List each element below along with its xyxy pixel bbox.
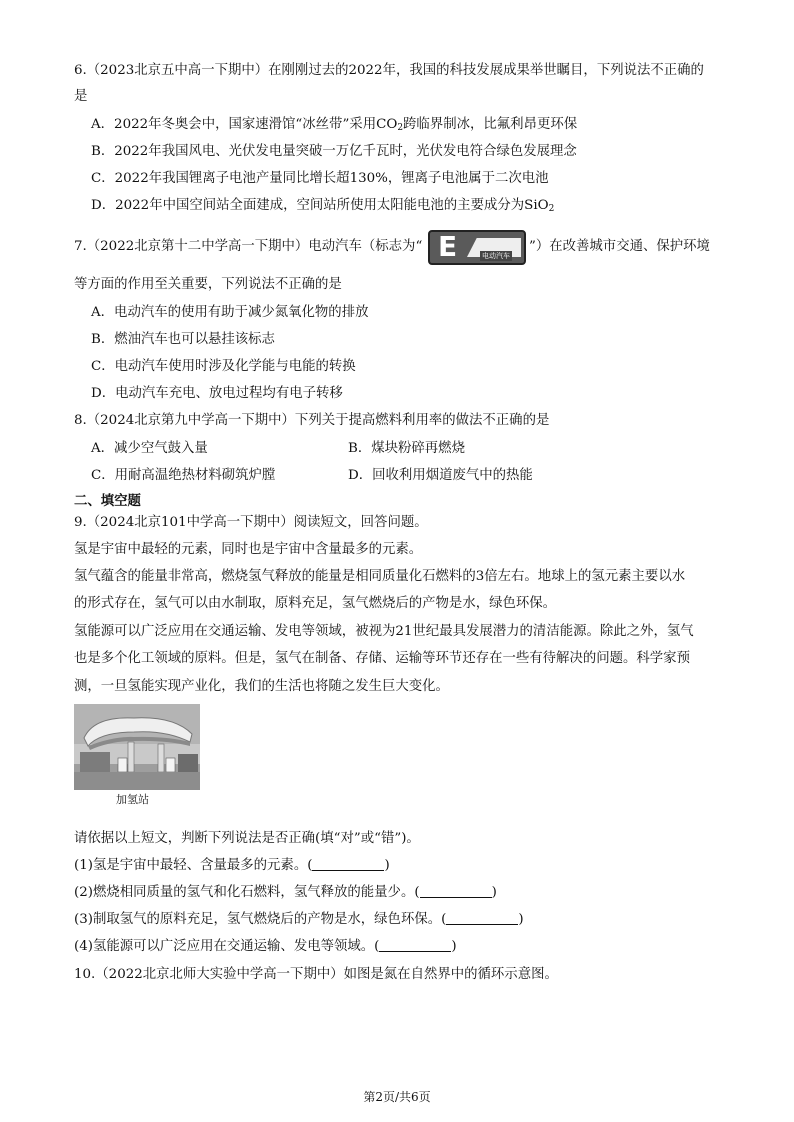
- q7-option-c: C．电动汽车使用时涉及化学能与电能的转换: [91, 359, 356, 374]
- q8-option-d: D．回收利用烟道废气中的热能: [348, 468, 533, 483]
- q7-stem-part2: ”）在改善城市交通、保护环境: [529, 239, 710, 254]
- q9-statement-1: [74, 856, 390, 876]
- q6-option-d-subscript: 2: [548, 204, 555, 214]
- hydrogen-station-illustration: [74, 704, 200, 790]
- q10-stem: 10.（2022北京北师大实验中学高一下期中）如图是氮在自然界中的循环示意图。: [74, 967, 558, 982]
- q8-option-a: A．减少空气鼓入量: [91, 441, 208, 456]
- q9-statement-1-text: (1)氢是宇宙中最轻、含量最多的元素。(: [74, 858, 313, 873]
- q9-paragraph3-line2: 也是多个化工领域的原料。但是，氢气在制备、存储、运输等环节还存在一些有待解决的问题。科学家预: [74, 651, 690, 666]
- q9-statement-3: [74, 910, 524, 930]
- q9-statement-4-close: ): [451, 939, 457, 954]
- hydrogen-station-photo: [74, 704, 200, 790]
- q6-option-a-text-end: 跨临界制冰，比氟利昂更环保: [403, 117, 578, 132]
- q8-option-c: C．用耐高温绝热材料砌筑炉膛: [91, 468, 276, 483]
- answer-blank-4[interactable]: [379, 937, 451, 952]
- q7-stem-part1: 7.（2022北京第十二中学高一下期中）电动汽车（标志为“: [74, 239, 423, 254]
- q6-option-a-text: A．2022年冬奥会中，国家速滑馆“冰丝带”采用CO: [91, 117, 398, 132]
- q6-option-d: [91, 196, 554, 219]
- q7-option-d: D．电动汽车充电、放电过程均有电子转移: [91, 386, 343, 401]
- answer-blank-2[interactable]: [420, 883, 492, 898]
- q9-statement-2: [74, 883, 497, 903]
- q9-paragraph2-line2: 的形式存在，氢气可以由水制取，原料充足，氢气燃烧后的产物是水，绿色环保。: [74, 596, 557, 611]
- q9-instruction: 请依据以上短文，判断下列说法是否正确(填“对”或“错”)。: [74, 831, 420, 846]
- q9-statement-3-text: (3)制取氢气的原料充足，氢气燃烧后的产物是水，绿色环保。(: [74, 912, 447, 927]
- q9-statement-4: [74, 937, 457, 957]
- q7-option-a: A．电动汽车的使用有助于减少氮氧化物的排放: [91, 305, 369, 320]
- q9-paragraph3-line1: 氢能源可以广泛应用在交通运输、发电等领域，被视为21世纪最具发展潜力的清洁能源。除此之外，氢气: [74, 624, 694, 639]
- q6-option-a: [91, 115, 577, 138]
- q9-statement-2-text: (2)燃烧相同质量的氢气和化石燃料，氢气释放的能量少。(: [74, 885, 420, 900]
- q9-paragraph2-line1: 氢气蕴含的能量非常高，燃烧氢气释放的能量是相同质量化石燃料的3倍左右。地球上的氢元素主要以水: [74, 569, 686, 584]
- q8-stem: 8.（2024北京第九中学高一下期中）下列关于提高燃料利用率的做法不正确的是: [74, 413, 550, 428]
- q8-option-b: B．煤块粉碎再燃烧: [348, 441, 465, 456]
- q9-statement-3-close: ): [518, 912, 524, 927]
- ev-logo-image: [428, 230, 526, 265]
- q9-paragraph1: 氢是宇宙中最轻的元素，同时也是宇宙中含量最多的元素。: [74, 542, 423, 557]
- ev-logo-letter: E: [438, 230, 458, 263]
- q7-stem-line2: 等方面的作用至关重要，下列说法不正确的是: [74, 277, 342, 292]
- page-footer: 第2页/共6页: [363, 1090, 431, 1104]
- section-heading: 二、填空题: [74, 494, 141, 509]
- q9-paragraph3-line3: 测，一旦氢能实现产业化，我们的生活也将随之发生巨大变化。: [74, 679, 449, 694]
- q7-option-b: B．燃油汽车也可以悬挂该标志: [91, 332, 275, 347]
- q9-statement-2-close: ): [491, 885, 497, 900]
- answer-blank-3[interactable]: [446, 910, 518, 925]
- answer-blank-1[interactable]: [312, 856, 384, 871]
- q9-stem: 9.（2024北京101中学高一下期中）阅读短文，回答问题。: [74, 515, 428, 530]
- q6-option-c: C．2022年我国锂离子电池产量同比增长超130%，锂离子电池属于二次电池: [91, 171, 549, 186]
- q9-statement-1-close: ): [384, 858, 390, 873]
- q6-option-d-text: D．2022年中国空间站全面建成，空间站所使用太阳能电池的主要成分为SiO: [91, 198, 549, 213]
- q9-statement-4-text: (4)氢能源可以广泛应用在交通运输、发电等领域。(: [74, 939, 380, 954]
- ev-logo-text: 电动汽车: [482, 252, 510, 260]
- photo-caption: 加氢站: [116, 793, 149, 806]
- q6-option-a-subscript: 2: [397, 123, 404, 133]
- q6-stem-line2: 是: [74, 89, 88, 104]
- q6-option-b: B．2022年我国风电、光伏发电量突破一万亿千瓦时，光伏发电符合绿色发展理念: [91, 144, 577, 159]
- q6-stem-line1: 6.（2023北京五中高一下期中）在刚刚过去的2022年，我国的科技发展成果举世瞩目，下列说法不正确的: [74, 63, 704, 78]
